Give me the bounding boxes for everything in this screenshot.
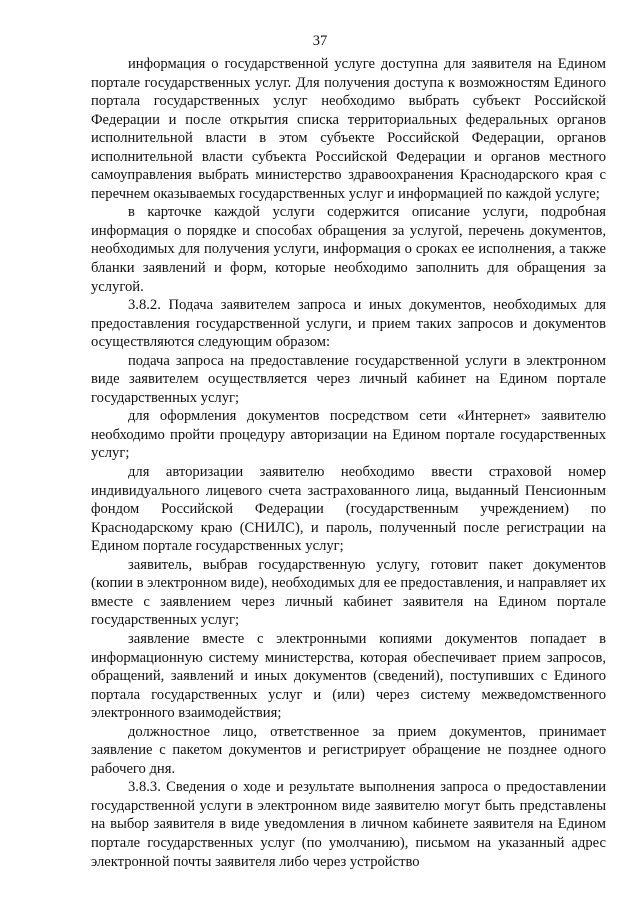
paragraph: для оформления документов посредством сети «Интернет» заявителю необходимо пройти процедуру авторизации на Едином портале государственных услуг; (91, 408, 606, 462)
document-body (91, 55, 606, 871)
paragraph: подача запроса на предоставление государственной услуги в электронном виде заявителем осуществляется через личный кабинет на Едином портале государственных услуг; (91, 352, 606, 406)
page-number: 37 (312, 33, 328, 49)
paragraph: 3.8.3. Сведения о ходе и результате выполнения запроса о предоставлении государственной услуги в электронном виде заявителю могут быть представлены на выбор заявителя в виде уведомления в личном кабинете заявителя на Едином портале государственных услуг (по умолчанию), письмом на указанный адрес электронной почты заявителя либо через устройство (91, 779, 606, 870)
paragraph: в карточке каждой услуги содержится описание услуги, подробная информация о порядке и способах обращения за услугой, перечень документов, необходимых для получения услуги, информация о сроках ее исполнения, а также бланки заявлений и форм, которые необходимо заполнить для обращения за услугой. (91, 204, 606, 295)
paragraph: заявление вместе с электронными копиями документов попадает в информационную систему министерства, которая обеспечивает прием запросов, обращений, заявлений и иных документов (сведений), поступивших с Единого портала государственных услуг и (или) через систему межведомственного электронного взаимодействия; (91, 630, 606, 722)
paragraph: для авторизации заявителю необходимо ввести страховой номер индивидуального лицевого счета застрахованного лица, выданный Пенсионным фондом Российской Федерации (государственным учреждением) по Краснодарскому краю (СНИЛС), и пароль, полученный после регистрации на Едином портале государственных услуг; (91, 464, 606, 555)
paragraph: должностное лицо, ответственное за прием документов, принимает заявление с пакетом документов и регистрирует обращение не позднее одного рабочего дня. (91, 723, 606, 777)
paragraph: заявитель, выбрав государственную услугу, готовит пакет документов (копии в электронном виде), необходимых для ее предоставления, и направляет их вместе с заявлением через личный кабинет заявителя на Едином портале государственных услуг; (91, 556, 606, 629)
paragraph: информация о государственной услуге доступна для заявителя на Едином портале государственных услуг. Для получения доступа к возможностям Единого портала государственных услуг необходимо выбрать субъект Российской Федерации и после открытия списка территориальных федеральных органов исполнительной власти в этом субъекте Российской Федерации, органов исполнительной власти субъекта Российской Федерации и органов местного самоуправления выбрать министерство здравоохранения Краснодарского края с перечнем оказываемых государственных услуг и информацией по каждой услуге; (91, 56, 606, 202)
paragraph: 3.8.2. Подача заявителем запроса и иных документов, необходимых для предоставления государственной услуги, и прием таких запросов и документов осуществляются следующим образом: (91, 297, 606, 351)
